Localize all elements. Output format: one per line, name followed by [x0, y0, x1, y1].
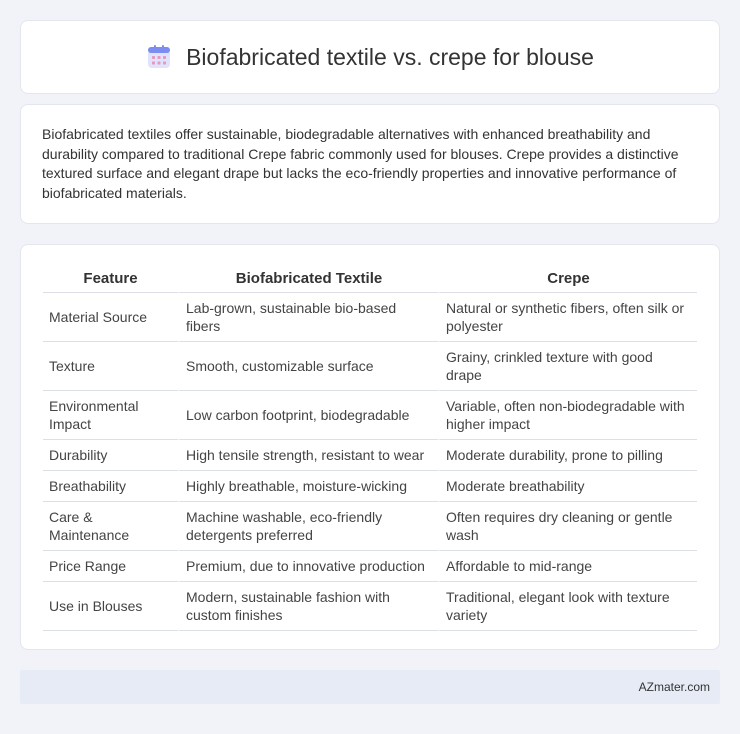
table-row	[43, 391, 697, 440]
crepe-cell: Moderate breathability	[438, 471, 697, 502]
page-title: Biofabricated textile vs. crepe for blouse	[186, 43, 594, 70]
table-row	[43, 293, 697, 342]
biofabricated-cell: Lab-grown, sustainable bio-based fibers	[178, 293, 438, 342]
table-row	[43, 440, 697, 471]
crepe-cell: Natural or synthetic fibers, often silk or polyester	[438, 293, 697, 342]
footer-site-link[interactable]: AZmater.com	[638, 680, 710, 694]
crepe-cell: Grainy, crinkled texture with good drape	[438, 342, 697, 391]
table-row	[43, 551, 697, 582]
header-feature: Feature	[43, 265, 178, 293]
header-crepe: Crepe	[438, 265, 697, 293]
table-header-row	[43, 265, 697, 293]
biofabricated-cell: Smooth, customizable surface	[178, 342, 438, 391]
feature-cell: Use in Blouses	[43, 582, 178, 631]
biofabricated-cell: Low carbon footprint, biodegradable	[178, 391, 438, 440]
biofabricated-cell: High tensile strength, resistant to wear	[178, 440, 438, 471]
intro-card	[20, 104, 720, 224]
feature-cell: Price Range	[43, 551, 178, 582]
title-card	[20, 20, 720, 94]
table-row	[43, 502, 697, 551]
crepe-cell: Often requires dry cleaning or gentle wash	[438, 502, 697, 551]
biofabricated-cell: Highly breathable, moisture-wicking	[178, 471, 438, 502]
feature-cell: Material Source	[43, 293, 178, 342]
header-biofabricated: Biofabricated Textile	[178, 265, 438, 293]
feature-cell: Breathability	[43, 471, 178, 502]
biofabricated-cell: Machine washable, eco-friendly detergents preferred	[178, 502, 438, 551]
feature-cell: Care & Maintenance	[43, 502, 178, 551]
crepe-cell: Traditional, elegant look with texture variety	[438, 582, 697, 631]
calendar-icon	[146, 44, 172, 70]
feature-cell: Texture	[43, 342, 178, 391]
biofabricated-cell: Premium, due to innovative production	[178, 551, 438, 582]
comparison-card	[20, 244, 720, 650]
biofabricated-cell: Modern, sustainable fashion with custom finishes	[178, 582, 438, 631]
table-row	[43, 471, 697, 502]
crepe-cell: Variable, often non-biodegradable with higher impact	[438, 391, 697, 440]
footer	[20, 670, 720, 704]
intro-text: Biofabricated textiles offer sustainable, biodegradable alternatives with enhanced breathability and durability compared to traditional Crepe fabric commonly used for blouses. Crepe provides a distinctive textured surface and elegant drape but lacks the eco-friendly properties and innovative performance of biofabricated materials.	[42, 126, 679, 201]
crepe-cell: Affordable to mid-range	[438, 551, 697, 582]
feature-cell: Durability	[43, 440, 178, 471]
crepe-cell: Moderate durability, prone to pilling	[438, 440, 697, 471]
table-row	[43, 342, 697, 391]
feature-cell: Environmental Impact	[43, 391, 178, 440]
comparison-table	[43, 265, 697, 631]
table-row	[43, 582, 697, 631]
